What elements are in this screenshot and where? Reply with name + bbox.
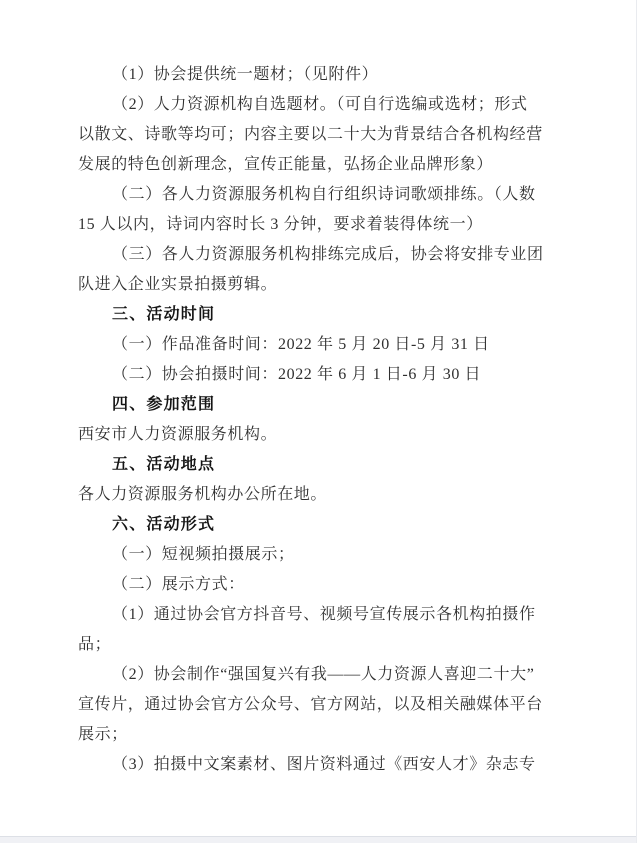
document-line: 发展的特色创新理念，宣传正能量，弘扬企业品牌形象） (78, 156, 494, 173)
document-line: （三）各人力资源服务机构排练完成后，协会将安排专业团 (112, 246, 544, 263)
document-line: （1）通过协会官方抖音号、视频号宣传展示各机构拍摄作 (112, 606, 536, 623)
document-line: 宣传片，通过协会官方公众号、官方网站，以及相关融媒体平台 (78, 696, 543, 713)
section-heading: 六、活动形式 (112, 516, 216, 533)
document-line: （2）协会制作“强国复兴有我——人力资源人喜迎二十大” (112, 666, 535, 683)
page-bottom-edge (0, 836, 637, 843)
document-line: （2）人力资源机构自选题材。（可自行选编或选材；形式 (112, 96, 528, 113)
document-line: 队进入企业实景拍摄剪辑。 (78, 276, 278, 293)
document-line: 以散文、诗歌等均可；内容主要以二十大为背景结合各机构经营 (78, 126, 543, 143)
section-heading: 三、活动时间 (112, 306, 216, 323)
document-line: （3）拍摄中文案素材、图片资料通过《西安人才》杂志专 (112, 756, 536, 773)
document-line: 15 人以内，诗词内容时长 3 分钟，要求着装得体统一） (78, 216, 483, 233)
document-line: （一）作品准备时间：2022 年 5 月 20 日-5 月 31 日 (112, 336, 490, 353)
document-line: （二）展示方式： (112, 576, 245, 593)
document-line: （1）协会提供统一题材；（见附件） (112, 66, 379, 83)
document-line: 西安市人力资源服务机构。 (78, 426, 278, 443)
document-line: 展示； (78, 726, 128, 743)
document-line: （一）短视频拍摄展示； (112, 546, 295, 563)
document-content (78, 60, 560, 780)
document-line: （二）协会拍摄时间：2022 年 6 月 1 日-6 月 30 日 (112, 366, 482, 383)
document-line: 品； (78, 636, 112, 653)
document-line: 各人力资源服务机构办公所在地。 (78, 486, 328, 503)
section-heading: 四、参加范围 (112, 396, 216, 413)
section-heading: 五、活动地点 (112, 456, 216, 473)
document-line: （二）各人力资源服务机构自行组织诗词歌颂排练。（人数 (112, 186, 536, 203)
